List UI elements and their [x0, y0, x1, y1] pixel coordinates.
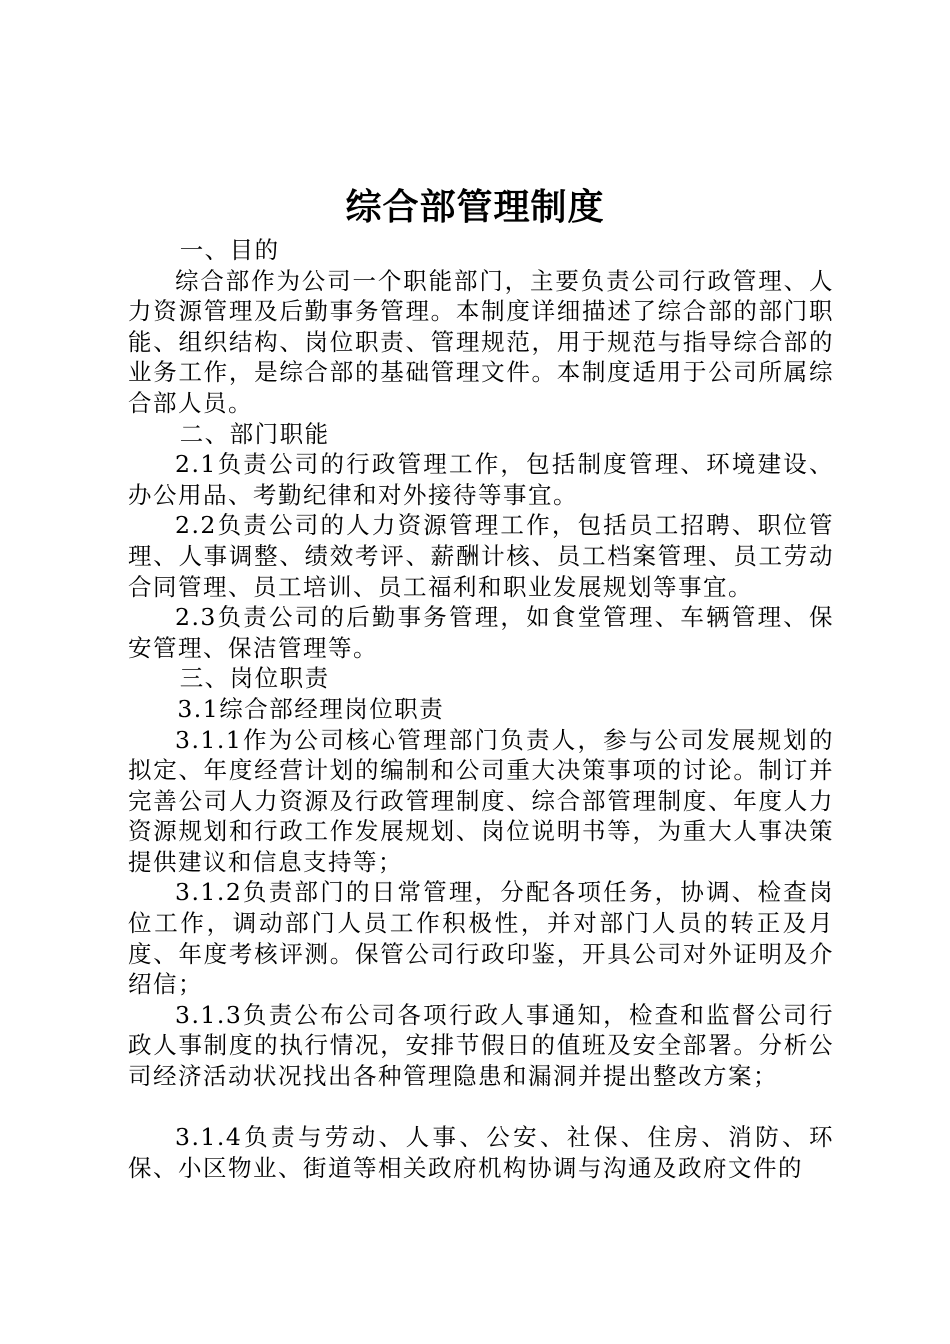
section-heading-functions: 二、部门职能 — [179, 419, 330, 448]
subsection-heading-3-1: 3.1综合部经理岗位职责 — [177, 694, 445, 723]
paragraph-2-3: 2.3负责公司的后勤事务管理，如食堂管理、车辆管理、保安管理、保洁管理等。 — [128, 603, 834, 662]
paragraph-3-1-3: 3.1.3负责公布公司各项行政人事通知，检查和监督公司行政人事制度的执行情况，安排节假日的值班及安全部署。分析公司经济活动状况找出各种管理隐患和漏洞并提出整改方案； — [128, 1000, 834, 1091]
paragraph-3-1-2: 3.1.2负责部门的日常管理，分配各项任务，协调、检查岗位工作，调动部门人员工作积极性，并对部门人员的转正及月度、年度考核评测。保管公司行政印鉴，开具公司对外证明及介绍信； — [128, 878, 834, 999]
paragraph-purpose: 综合部作为公司一个职能部门，主要负责公司行政管理、人力资源管理及后勤事务管理。本制度详细描述了综合部的部门职能、组织结构、岗位职责、管理规范，用于规范与指导综合部的业务工作，是综合部的基础管理文件。本制度适用于公司所属综合部人员。 — [128, 266, 834, 417]
paragraph-2-2: 2.2负责公司的人力资源管理工作，包括员工招聘、职位管理、人事调整、绩效考评、薪酬计核、员工档案管理、员工劳动合同管理、员工培训、员工福利和职业发展规划等事宜。 — [128, 511, 834, 601]
section-heading-purpose: 一、目的 — [179, 236, 280, 264]
document-title: 综合部管理制度 — [345, 187, 605, 228]
section-heading-duties: 三、岗位职责 — [179, 664, 330, 693]
paragraph-3-1-1: 3.1.1作为公司核心管理部门负责人，参与公司发展规划的拟定、年度经营计划的编制和公司重大决策事项的讨论。制订并完善公司人力资源及行政管理制度、综合部管理制度、年度人力资源规划和行政工作发展规划、岗位说明书等，为重大人事决策提供建议和信息支持等； — [128, 725, 834, 876]
document-body — [128, 235, 834, 1183]
paragraph-3-1-4: 3.1.4负责与劳动、人事、公安、社保、住房、消防、环保、小区物业、街道等相关政府机构协调与沟通及政府文件的 — [128, 1123, 834, 1182]
paragraph-2-1: 2.1负责公司的行政管理工作，包括制度管理、环境建设、办公用品、考勤纪律和对外接待等事宜。 — [128, 450, 834, 509]
